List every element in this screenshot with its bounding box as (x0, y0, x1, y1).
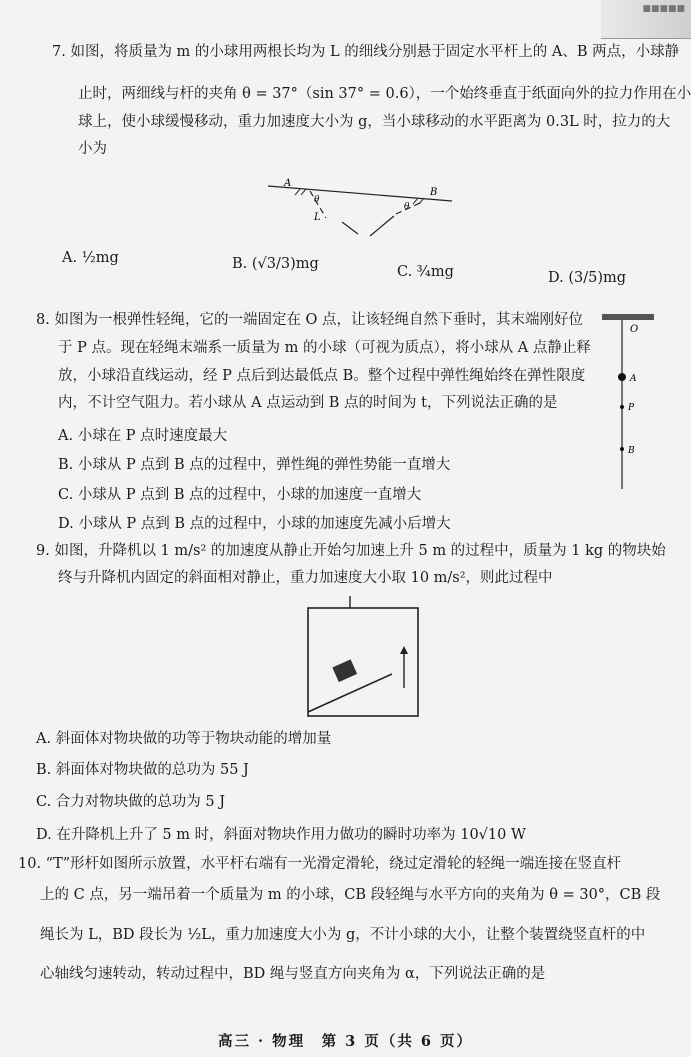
q7-line-4: 小为 (78, 141, 107, 157)
torn-corner (601, 0, 691, 39)
q7-option-b: B. (√3/3)mg (232, 256, 319, 272)
q7-line-3: 球上，使小球缓慢移动，重力加速度大小为 g，当小球移动的水平距离为 0.3L 时，拉力的大 (78, 114, 671, 130)
q9-figure (300, 594, 425, 719)
q7-label-theta-left: θ (314, 195, 320, 205)
q7-label-b: B (430, 187, 438, 198)
q7-option-c: C. ¾mg (397, 264, 454, 280)
q7-figure (262, 176, 462, 246)
q8-label-b: B (628, 446, 635, 456)
q9-line-2: 终与升降机内固定的斜面相对静止，重力加速度大小取 10 m/s²，则此过程中 (58, 570, 553, 586)
q8-label-p: P (628, 403, 635, 413)
q9-option-d: D. 在升降机上升了 5 m 时，斜面对物块作用力做功的瞬时功率为 10√10 W (36, 827, 526, 843)
q8-label-o: O (630, 324, 639, 335)
q7-option-a: A. ½mg (62, 250, 119, 266)
q10-line-2: 上的 C 点，另一端吊着一个质量为 m 的小球，CB 段轻绳与水平方向的夹角为 θ = 30°，CB 段 (40, 887, 661, 903)
q8-line-4: 内，不计空气阻力。若小球从 A 点运动到 B 点的时间为 t，下列说法正确的是 (58, 395, 558, 411)
q7-line-2: 止时，两细线与杆的夹角 θ = 37°（sin 37° = 0.6），一个始终垂直于纸面向外的拉力作用在小 (78, 86, 691, 102)
q7-label-a: A (284, 178, 292, 189)
q7-label-theta-right: θ (404, 202, 410, 212)
q9-line-1: 9. 如图，升降机以 1 m/s² 的加速度从静止开始匀加速上升 5 m 的过程中，质量为 1 kg 的物块始 (36, 543, 666, 559)
header-strip: ■■■■■ (642, 4, 685, 14)
q8-option-b: B. 小球从 P 点到 B 点的过程中，弹性绳的弹性势能一直增大 (58, 457, 451, 473)
q8-line-2: 于 P 点。现在轻绳末端系一质量为 m 的小球（可视为质点），将小球从 A 点静止释 (58, 340, 591, 356)
q8-option-c: C. 小球从 P 点到 B 点的过程中，小球的加速度一直增大 (58, 487, 422, 503)
q10-line-1: 10. “T”形杆如图所示放置，水平杆右端有一光滑定滑轮，绕过定滑轮的轻绳一端连接在竖直杆 (18, 856, 622, 872)
q8-line-1: 8. 如图为一根弹性轻绳，它的一端固定在 O 点，让该轻绳自然下垂时，其末端刚好位 (36, 312, 584, 328)
q8-figure (600, 314, 660, 494)
q7-line-1: 7. 如图，将质量为 m 的小球用两根长均为 L 的细线分别悬于固定水平杆上的 A、B 两点，小球静 (52, 44, 680, 60)
q9-option-c: C. 合力对物块做的总功为 5 J (36, 794, 226, 810)
q8-option-a: A. 小球在 P 点时速度最大 (58, 428, 228, 444)
q9-option-a: A. 斜面体对物块做的功等于物块动能的增加量 (36, 731, 332, 747)
q9-option-b: B. 斜面体对物块做的总功为 55 J (36, 762, 249, 778)
q10-line-3: 绳长为 L，BD 段长为 ½L，重力加速度大小为 g，不计小球的大小，让整个装置绕竖直杆的中 (40, 927, 646, 943)
q8-option-d: D. 小球从 P 点到 B 点的过程中，小球的加速度先减小后增大 (58, 516, 451, 532)
q7-label-l: L (314, 212, 321, 223)
q8-line-3: 放，小球沿直线运动，经 P 点后到达最低点 B。整个过程中弹性绳始终在弹性限度 (58, 368, 586, 384)
q8-label-a: A (630, 374, 637, 384)
page-footer: 高三 · 物理 第 3 页（共 6 页） (217, 1033, 473, 1050)
q7-option-d: D. (3/5)mg (548, 270, 627, 286)
q10-line-4: 心轴线匀速转动，转动过程中，BD 绳与竖直方向夹角为 α，下列说法正确的是 (40, 966, 546, 982)
